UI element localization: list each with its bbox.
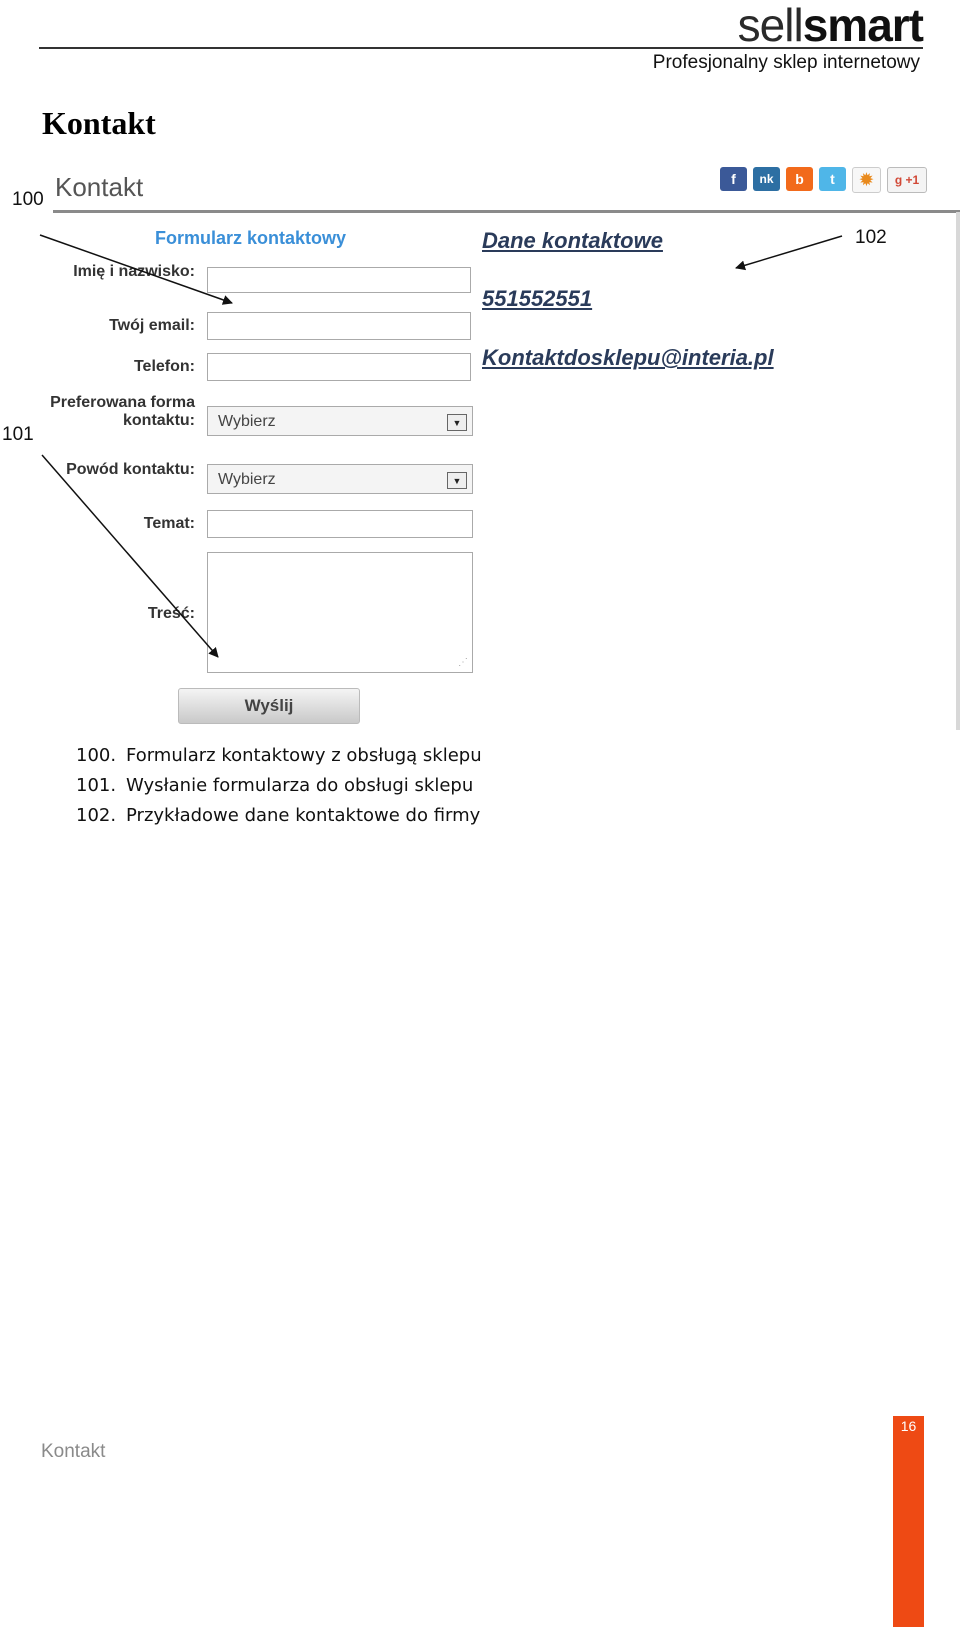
caption-row (76, 805, 482, 835)
chevron-down-icon[interactable]: ▼ (447, 414, 467, 431)
callout-arrows (0, 0, 960, 760)
caption-row (76, 775, 482, 805)
blip-icon[interactable]: b (786, 167, 813, 191)
caption-number: 100. (76, 745, 117, 766)
header-tagline: Profesjonalny sklep internetowy (652, 52, 920, 73)
footer-page-bar (893, 1416, 924, 1627)
email-label: Twój email: (109, 317, 195, 334)
subject-label: Temat: (143, 515, 195, 532)
contact-email[interactable]: Kontaktdosklepu@interia.pl (482, 345, 774, 370)
form-heading: Formularz kontaktowy (155, 228, 347, 248)
contact-title: Dane kontaktowe (482, 228, 663, 253)
submit-button[interactable]: Wyślij (178, 688, 360, 724)
google-plus-icon[interactable]: g +1 (887, 167, 927, 193)
caption-number: 101. (76, 775, 117, 796)
arrow-102 (736, 236, 842, 268)
reason-label: Powód kontaktu: (66, 461, 195, 478)
page-number: 16 (900, 1418, 917, 1434)
preferred-contact-label: Preferowana forma kontaktu: (50, 394, 195, 429)
caption-text: Formularz kontaktowy z obsługą sklepu (126, 745, 482, 766)
callout-101: 101 (2, 424, 34, 445)
twitter-icon[interactable]: t (819, 167, 846, 191)
captions (76, 745, 482, 835)
callout-102: 102 (855, 227, 887, 248)
name-label: Imię i nazwisko: (73, 263, 195, 280)
preferred-contact-value: Wybierz (218, 413, 276, 430)
caption-text: Przykładowe dane kontaktowe do firmy (126, 805, 481, 826)
section-title: Kontakt (42, 105, 156, 141)
chevron-down-icon[interactable]: ▼ (447, 472, 467, 489)
logo-bold-part: smart (802, 0, 923, 51)
contact-phone[interactable]: 551552551 (482, 286, 593, 311)
facebook-icon[interactable]: f (720, 167, 747, 191)
nk-icon[interactable]: nk (753, 167, 780, 191)
resize-grip-icon[interactable]: ⋰ (458, 657, 468, 668)
callout-100: 100 (12, 189, 44, 210)
arrow-101 (42, 455, 218, 657)
screenshot-title: Kontakt (55, 172, 144, 202)
wykop-icon[interactable]: ✹ (852, 167, 881, 193)
logo-light-part: sell (737, 0, 803, 51)
footer-label: Kontakt (41, 1441, 106, 1462)
caption-row (76, 745, 482, 775)
caption-text: Wysłanie formularza do obsługi sklepu (126, 775, 474, 796)
content-label: Treść: (147, 605, 195, 622)
arrow-100 (40, 235, 232, 303)
caption-number: 102. (76, 805, 117, 826)
reason-value: Wybierz (218, 471, 276, 488)
phone-label: Telefon: (133, 358, 195, 375)
